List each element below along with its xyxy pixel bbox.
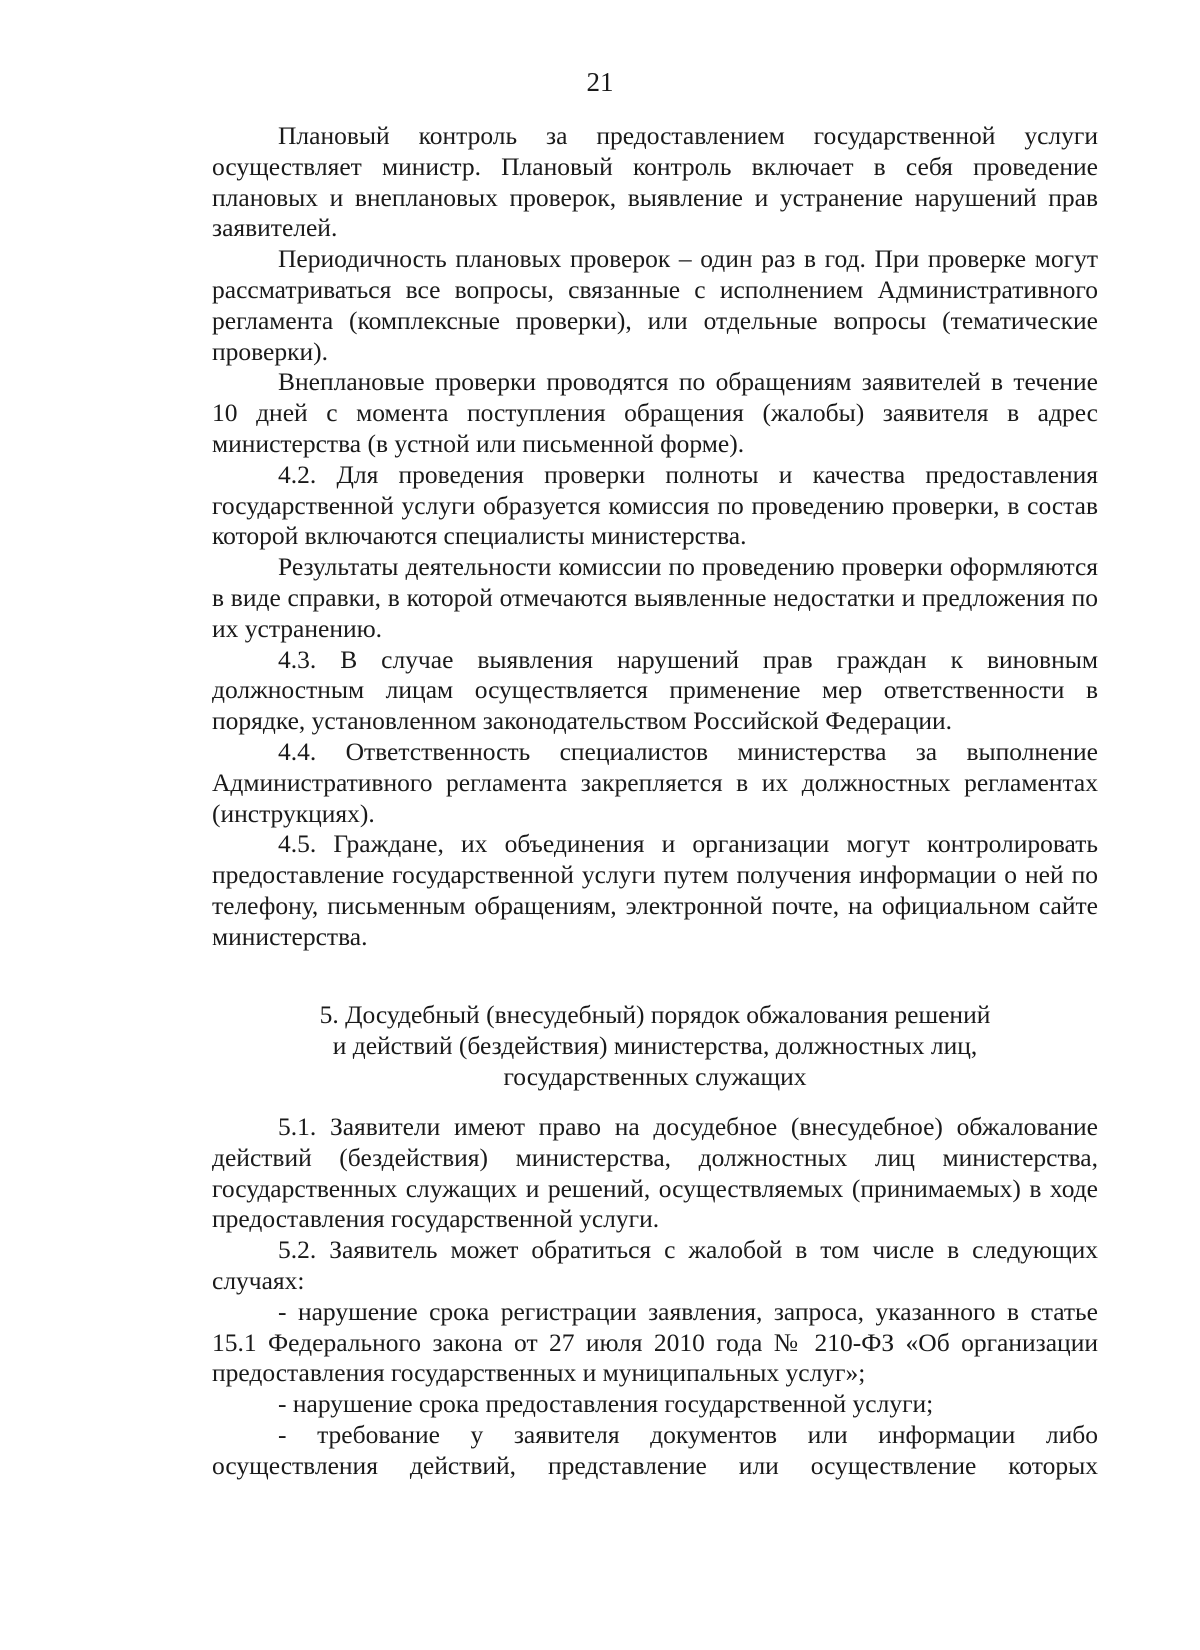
section-5-heading (212, 1000, 1098, 1092)
paragraph-unplanned-checks: Внеплановые проверки проводятся по обращениям заявителей в течение 10 дней с момента поступления обращения (жалобы) заявителя в адрес министерства (в устной или письменной форме). (212, 367, 1098, 458)
paragraph-4-3: 4.3. В случае выявления нарушений прав граждан к виновным должностным лицам осуществляется применение мер ответственности в порядке, установленном законодательством Российской Федерации. (212, 644, 1098, 736)
paragraph-4-5: 4.5. Граждане, их объединения и организации могут контролировать предоставление государственной услуги путем получения информации о ней по телефону, письменным обращениям, электронной почте, на официальном сайте министерства. (212, 829, 1098, 951)
section-4-text (212, 121, 1098, 953)
paragraph-5-1: 5.1. Заявители имеют право на досудебное (внесудебное) обжалование действий (бездействия) министерства, должностных лиц министерства, государственных служащих и решений, осуществляемых (принимаемых) в ходе предоставления государственной услуги. (212, 1112, 1098, 1234)
heading-line: и действий (бездействия) министерства, должностных лиц, (332, 1030, 978, 1060)
page-number: 21 (586, 67, 614, 97)
section-5-text (212, 1112, 1098, 1482)
heading-line: государственных служащих (503, 1061, 807, 1091)
paragraph-4-2: 4.2. Для проведения проверки полноты и качества предоставления государственной услуги образуется комиссия по проведению проверки, в состав которой включаются специалисты министерства. (212, 459, 1098, 551)
paragraph-periodicity: Периодичность плановых проверок – один раз в год. При проверке могут рассматриваться все вопросы, связанные с исполнением Административного регламента (комплексные проверки), или отдельные вопросы (тематические проверки). (212, 244, 1098, 366)
paragraph-planned-control: Плановый контроль за предоставлением государственной услуги осуществляет министр. Плановый контроль включает в себя проведение плановых и внеплановых проверок, выявление и устранение нарушений прав заявителей. (212, 121, 1098, 243)
list-item-service-deadline: - нарушение срока предоставления государственной услуги; (278, 1389, 934, 1419)
heading-line: 5. Досудебный (внесудебный) порядок обжалования решений (319, 1000, 991, 1029)
paragraph-4-4: 4.4. Ответственность специалистов министерства за выполнение Административного регламента закрепляется в их должностных регламентах (инструкциях). (212, 736, 1098, 828)
list-item-document-requirement: - требование у заявителя документов или информации либо осуществления действий, представление или осуществление которых (212, 1419, 1098, 1480)
paragraph-5-2: 5.2. Заявитель может обратиться с жалобой в том числе в следующих случаях: (212, 1235, 1098, 1295)
list-item-registration-deadline: - нарушение срока регистрации заявления, запроса, указанного в статье 15.1 Федерального закона от 27 июля 2010 года № 210-ФЗ «Об организации предоставления государственных и муниципальных услуг»; (212, 1296, 1098, 1388)
paragraph-commission-results: Результаты деятельности комиссии по проведению проверки оформляются в виде справки, в которой отмечаются выявленные недостатки и предложения по их устранению. (212, 552, 1098, 643)
